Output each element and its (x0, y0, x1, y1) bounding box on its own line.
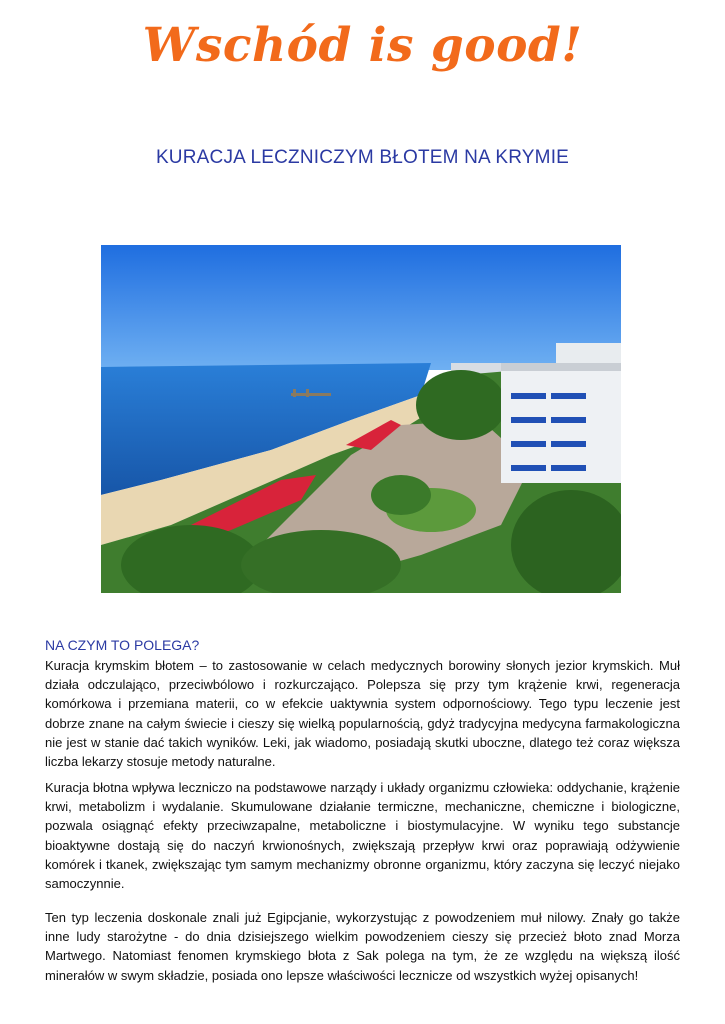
paragraph-3: Ten typ leczenia doskonale znali już Egipcjanie, wykorzystując z powodzeniem muł nilowy. Znały go także inne ludy starożytne - do dnia dzisiejszego wielkim powodzeniem cieszy się przecież błoto znad Morza Martwego. Natomiast fenomen krymskiego błota z Sak polega na tym, że ze względu na większą ilość minerałów w swym składzie, posiada ono lepsze właściwości lecznicze od wszystkich wyżej opisanych! (45, 910, 680, 983)
brand-logo-text: Wschód is good! (142, 18, 583, 73)
page-title: KURACJA LECZNICZYM BŁOTEM NA KRYMIE (155, 147, 570, 168)
resort-photo (101, 245, 621, 593)
paragraph-1: Kuracja krymskim błotem – to zastosowanie w celach medycznych borowiny słonych jezior krymskich. Muł działa odczulająco, przeciwbólowo i rozkurczająco. Polepsza się przy tym krążenie krwi, regeneracja komórkowa i przemiana materii, co w efekcie uaktywnia system odpornościowy. Tego typu leczenie jest dobrze znane na całym świecie i cieszy się wielką popularnością, gdyż tradycyjna medycyna farmakologiczna nie jest w stanie dać takich wyników. Leki, jak wiadomo, posiadają skutki uboczne, dlatego też coraz większa liczba lekarzy stosuje metody naturalne. (45, 658, 680, 770)
paragraph-2: Kuracja błotna wpływa leczniczo na podstawowe narządy i układy organizmu człowieka: oddychanie, krążenie krwi, metabolizm i wydalanie. Skumulowane działanie termiczne, mechaniczne, chemiczne i biologiczne, pozwala osiągnąć efekty przeciwzapalne, metaboliczne i biostymulacyjne. W wyniku tego substancje bioaktywne dostają się do naczyń krwionośnych, zwiększają przepływ krwi oraz poprawiają odżywienie komórek i tkanek, zwiększając tym samym mechanizmy obronne organizmu, który zaczyna się leczyć niejako samoczynnie. (45, 780, 680, 892)
section-heading: NA CZYM TO POLEGA? (45, 637, 200, 653)
